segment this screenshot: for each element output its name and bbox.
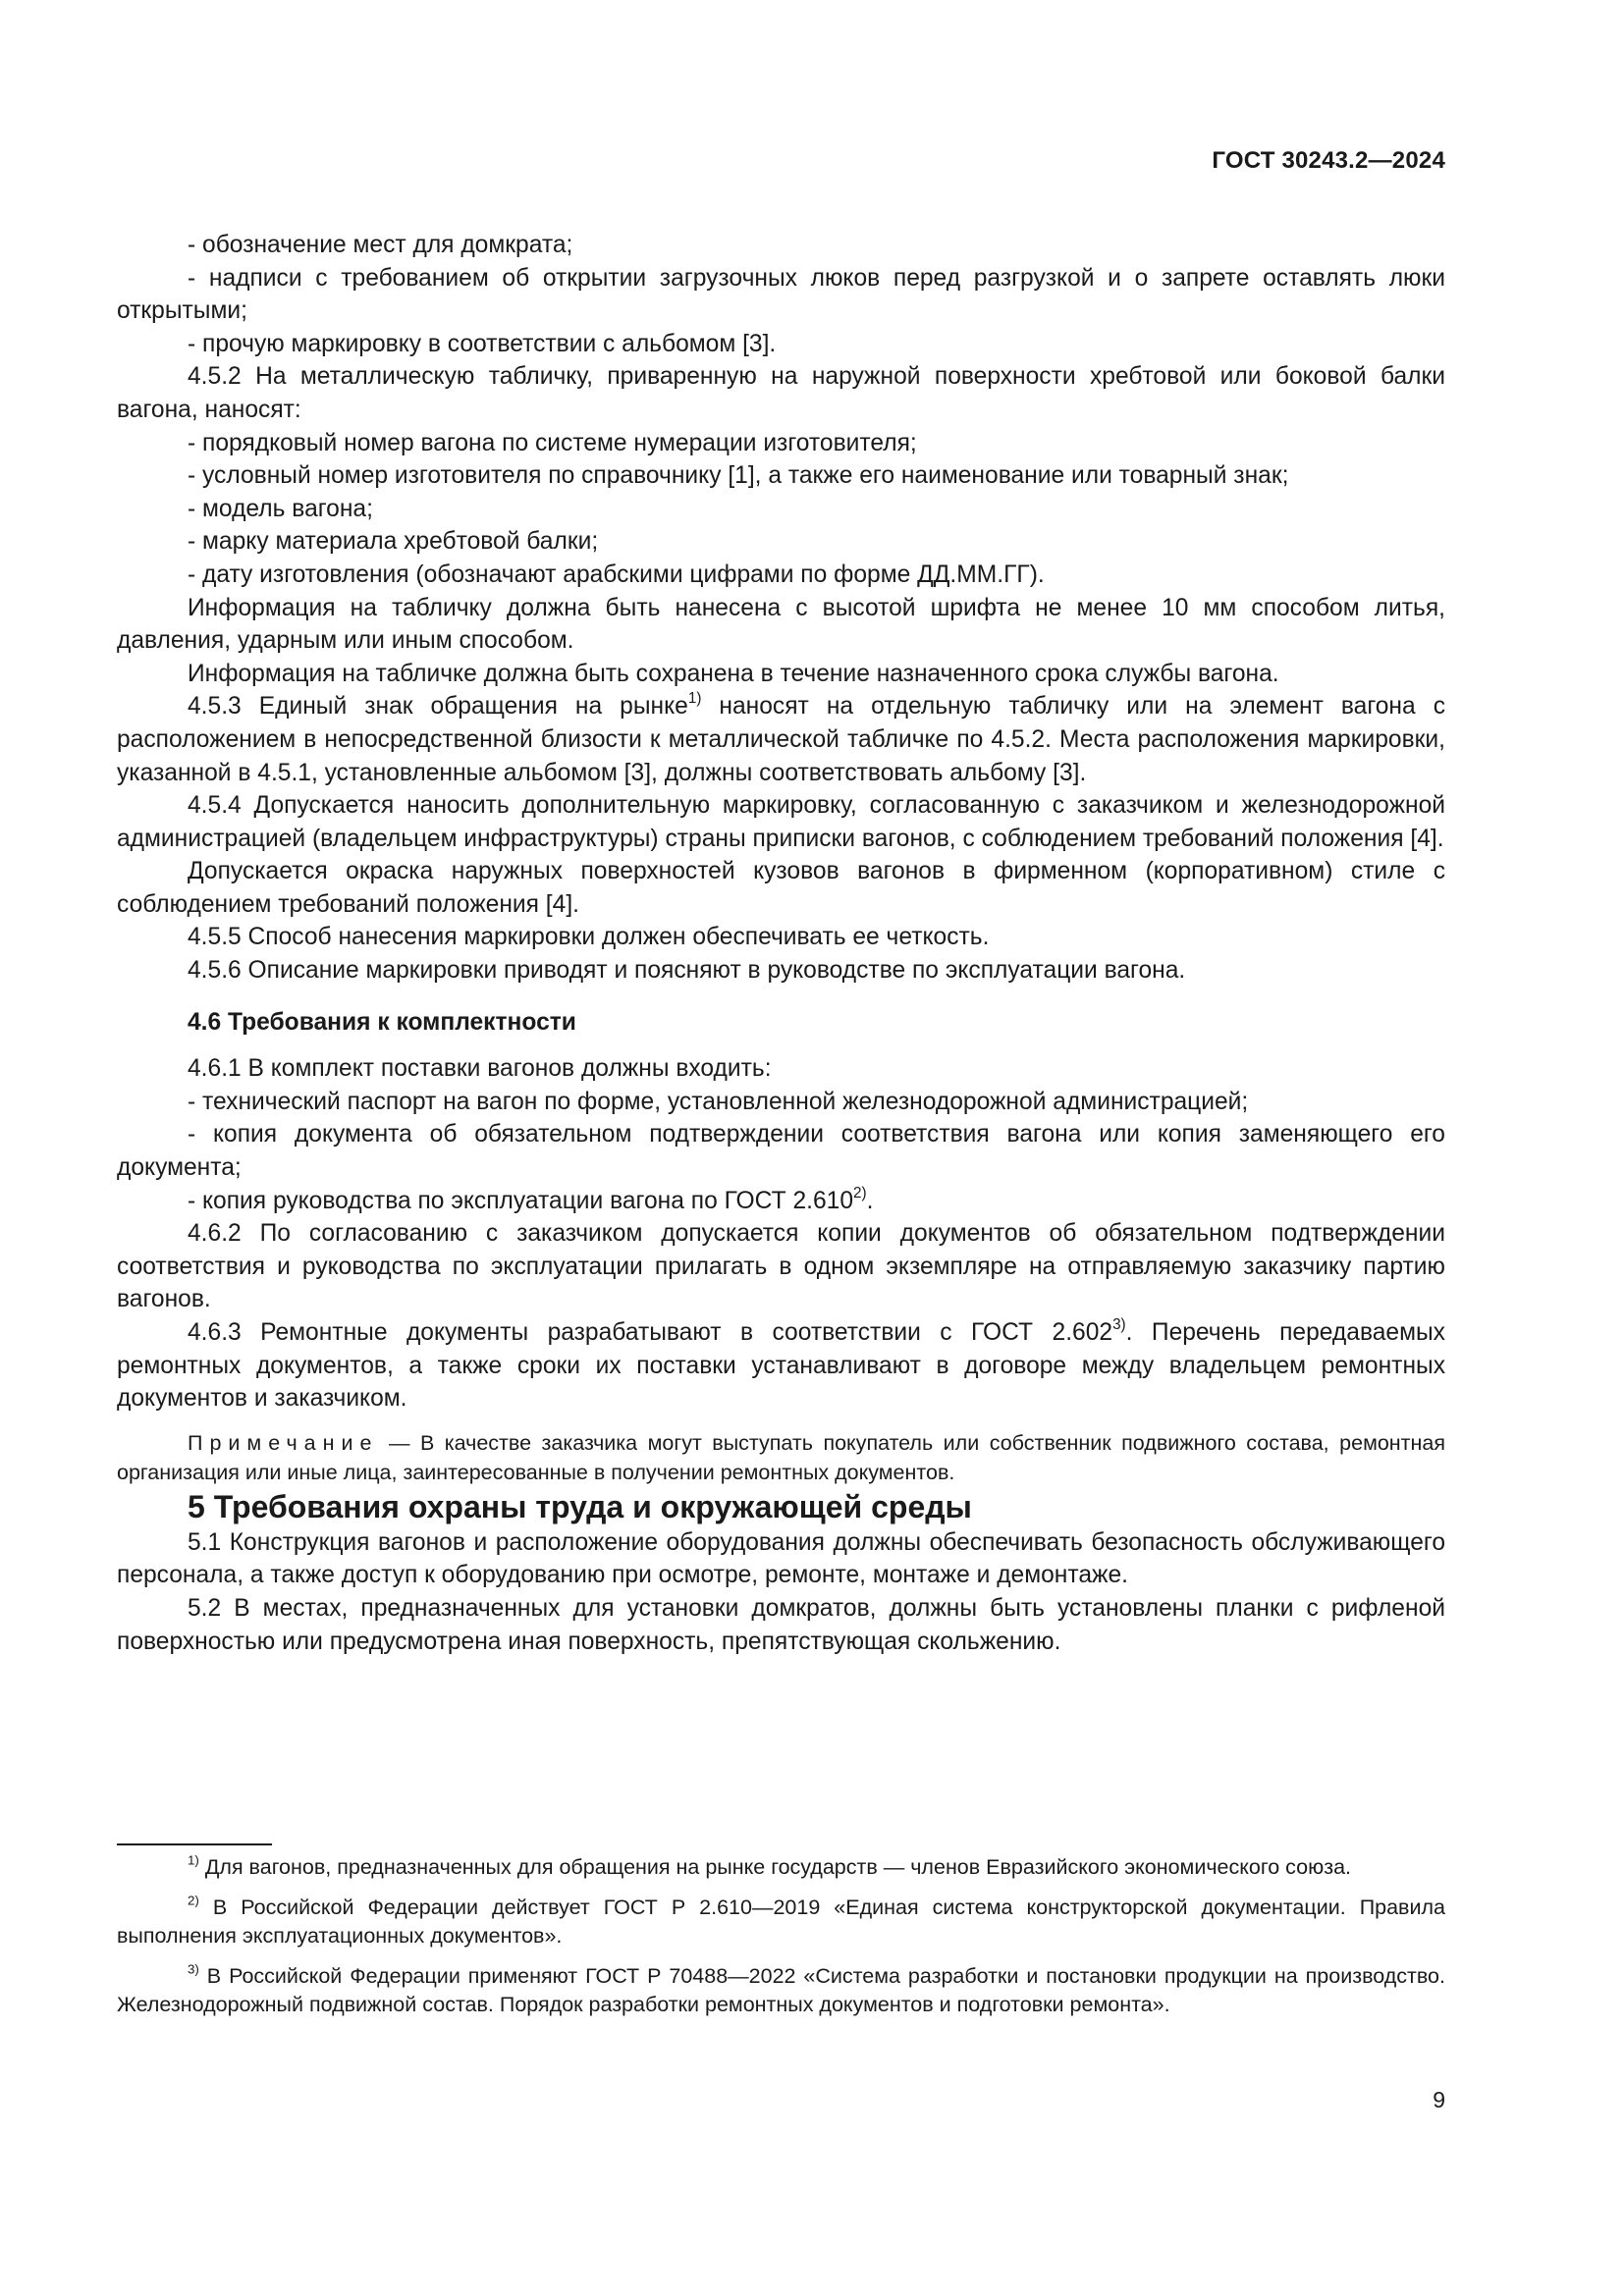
footnotes — [117, 1853, 1445, 2031]
text-run: - копия руководства по эксплуатации вагона по ГОСТ 2.610 — [188, 1187, 853, 1214]
paragraph: 5.1 Конструкция вагонов и расположение оборудования должны обеспечивать безопасность обслуживающего персонала, а также доступ к оборудованию при осмотре, ремонте, монтаже и демонтаже. — [117, 1528, 1445, 1589]
note-text: — В качестве заказчика могут выступать покупатель или собственник подвижного состава, ремонтная организация или иные лица, заинтересованные в получении ремонтных документов. — [117, 1430, 1445, 1484]
footnote-ref-2: 2) — [853, 1184, 867, 1201]
paragraph: - модель вагона; — [188, 495, 373, 522]
paragraph: 4.5.2 На металлическую табличку, приваренную на наружной поверхности хребтовой или боковой балки вагона, наносят: — [117, 363, 1445, 423]
paragraph: Информация на табличке должна быть сохранена в течение назначенного срока службы вагона. — [188, 660, 1279, 687]
section-5-heading: 5 Требования охраны труда и окружающей среды — [188, 1488, 972, 1524]
footnote-text: Для вагонов, предназначенных для обращения на рынке государств — членов Евразийского экономического союза. — [198, 1855, 1352, 1879]
document-code-header: ГОСТ 30243.2—2024 — [1212, 147, 1445, 174]
footnote — [117, 1962, 1445, 2020]
note — [117, 1428, 1445, 1487]
paragraph-4-5-3 — [117, 690, 1445, 789]
paragraph: - марку материала хребтовой балки; — [188, 528, 599, 556]
footnote-text: В Российской Федерации действует ГОСТ Р 2.610—2019 «Единая система конструкторской документации. Правила выполнения эксплуатационных документов». — [117, 1895, 1445, 1948]
paragraph: 4.6.1 В комплект поставки вагонов должны входить: — [188, 1055, 772, 1083]
paragraph: - технический паспорт на вагон по форме, установленной железнодорожной администрацией; — [188, 1088, 1249, 1115]
text-run: . Перечень передаваемых ремонтных документов, а также сроки их поставки устанавливают в договоре между владельцем ремонтных документов и заказчиком. — [117, 1319, 1445, 1413]
text-run: 4.6.3 Ремонтные документы разрабатывают в соответствии с ГОСТ 2.602 — [188, 1319, 1113, 1346]
text-run: . — [866, 1187, 874, 1214]
paragraph: 4.5.4 Допускается наносить дополнительную маркировку, согласованную с заказчиком и железнодорожной администрацией (владельцем инфраструктуры) страны приписки вагонов, с соблюдением требований положения [4]. — [117, 792, 1445, 852]
paragraph: - условный номер изготовителя по справочнику [1], а также его наименование или товарный знак; — [188, 462, 1289, 490]
paragraph: 4.6.2 По согласованию с заказчиком допускается копии документов об обязательном подтверждении соответствия и руководства по эксплуатации прилагать в одном экземпляре на отправляемую заказчику партию вагонов. — [117, 1220, 1445, 1313]
paragraph: Информация на табличку должна быть нанесена с высотой шрифта не менее 10 мм способом литья, давления, ударным или иным способом. — [117, 594, 1445, 655]
main-text — [117, 229, 1445, 1658]
text-run: 4.5.3 Единый знак обращения на рынке — [188, 693, 688, 721]
footnote — [117, 1894, 1445, 1951]
paragraph-copy-manual — [117, 1185, 1445, 1218]
note-label: Примечание — [188, 1430, 379, 1455]
page-number: 9 — [1433, 2087, 1445, 2112]
footnote-separator — [117, 1843, 272, 1845]
paragraph: - обозначение мест для домкрата; — [188, 232, 573, 258]
footnote-ref-3: 3) — [1112, 1316, 1126, 1334]
paragraph: - прочую маркировку в соответствии с альбомом [3]. — [188, 330, 777, 357]
paragraph: 4.5.5 Способ нанесения маркировки должен обеспечивать ее четкость. — [188, 924, 990, 951]
paragraph: - дату изготовления (обозначают арабскими цифрами по форме ДД.ММ.ГГ). — [188, 561, 1045, 588]
paragraph: - надписи с требованием об открытии загрузочных люков перед разгрузкой и о запрете оставлять люки открытыми; — [117, 264, 1445, 325]
footnote-ref-1: 1) — [687, 690, 702, 708]
paragraph: 4.5.6 Описание маркировки приводят и поясняют в руководстве по эксплуатации вагона. — [188, 957, 1186, 985]
paragraph: 5.2 В местах, предназначенных для установки домкратов, должны быть установлены планки с рифленой поверхностью или предусмотрена иная поверхность, препятствующая скольжению. — [117, 1594, 1445, 1655]
text-run: наносят на отдельную табличку или на элемент вагона с расположением в непосредственной близости к металлической табличке по 4.5.2. Места расположения маркировки, указанной в 4.5.1, установленные альбомом [3], должны соответствовать альбому [3]. — [117, 693, 1445, 786]
footnote — [117, 1853, 1445, 1883]
paragraph-4-6-3 — [117, 1316, 1445, 1415]
section-4-6-heading: 4.6 Требования к комплектности — [188, 1008, 576, 1036]
paragraph: Допускается окраска наружных поверхностей кузовов вагонов в фирменном (корпоративном) стиле с соблюдением требований положения [4]. — [117, 858, 1445, 918]
paragraph: - порядковый номер вагона по системе нумерации изготовителя; — [188, 429, 917, 456]
footnote-mark: 3) — [188, 1960, 199, 1976]
footnote-text: В Российской Федерации применяют ГОСТ Р 70488—2022 «Система разработки и постановки продукции на производство. Железнодорожный подвижной состав. Порядок разработки ремонтных документов и подготовки ремонта». — [117, 1963, 1445, 2016]
footnote-mark: 2) — [188, 1892, 199, 1907]
footnote-mark: 1) — [188, 1852, 199, 1868]
paragraph: - копия документа об обязательном подтверждении соответствия вагона или копия заменяющего его документа; — [117, 1121, 1445, 1182]
